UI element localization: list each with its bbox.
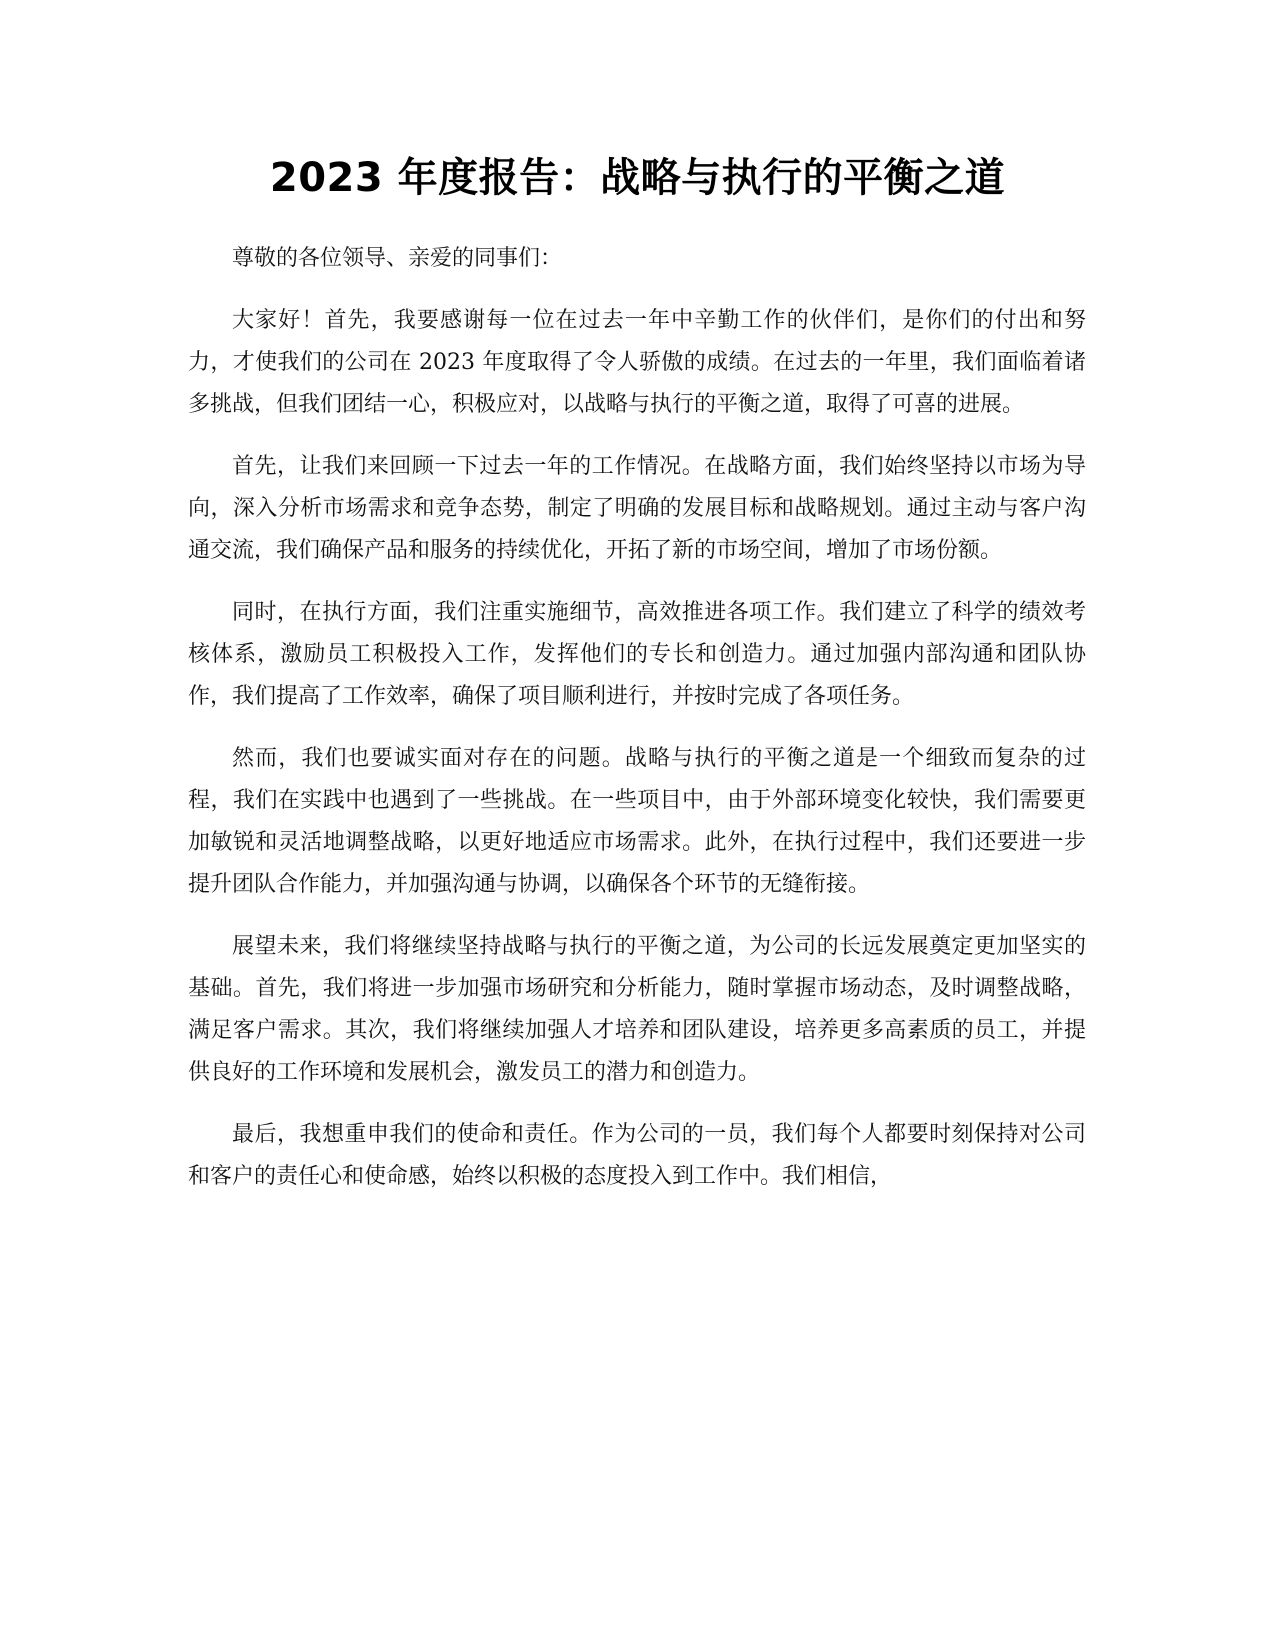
document-body: [188, 238, 1086, 1218]
paragraph-6: 最后，我想重申我们的使命和责任。作为公司的一员，我们每个人都要时刻保持对公司和客户的责任心和使命感，始终以积极的态度投入到工作中。我们相信，: [188, 1122, 1086, 1189]
paragraph-4: 然而，我们也要诚实面对存在的问题。战略与执行的平衡之道是一个细致而复杂的过程，我们在实践中也遇到了一些挑战。在一些项目中，由于外部环境变化较快，我们需要更加敏锐和灵活地调整战略，以更好地适应市场需求。此外，在执行过程中，我们还要进一步提升团队合作能力，并加强沟通与协调，以确保各个环节的无缝衔接。: [188, 746, 1086, 897]
paragraph-2: 首先，让我们来回顾一下过去一年的工作情况。在战略方面，我们始终坚持以市场为导向，深入分析市场需求和竞争态势，制定了明确的发展目标和战略规划。通过主动与客户沟通交流，我们确保产品和服务的持续优化，开拓了新的市场空间，增加了市场份额。: [188, 454, 1086, 563]
document-title: 2023 年度报告：战略与执行的平衡之道: [269, 155, 1006, 201]
paragraph-3: 同时，在执行方面，我们注重实施细节，高效推进各项工作。我们建立了科学的绩效考核体系，激励员工积极投入工作，发挥他们的专长和创造力。通过加强内部沟通和团队协作，我们提高了工作效率，确保了项目顺利进行，并按时完成了各项任务。: [188, 600, 1086, 709]
salutation: 尊敬的各位领导、亲爱的同事们：: [232, 246, 563, 271]
paragraph-5: 展望未来，我们将继续坚持战略与执行的平衡之道，为公司的长远发展奠定更加坚实的基础。首先，我们将进一步加强市场研究和分析能力，随时掌握市场动态，及时调整战略，满足客户需求。其次，我们将继续加强人才培养和团队建设，培养更多高素质的员工，并提供良好的工作环境和发展机会，激发员工的潜力和创造力。: [188, 934, 1086, 1085]
paragraph-1: 大家好！首先，我要感谢每一位在过去一年中辛勤工作的伙伴们，是你们的付出和努力，才使我们的公司在 2023 年度取得了令人骄傲的成绩。在过去的一年里，我们面临着诸多挑战，但我们团结一心，积极应对，以战略与执行的平衡之道，取得了可喜的进展。: [188, 308, 1086, 417]
